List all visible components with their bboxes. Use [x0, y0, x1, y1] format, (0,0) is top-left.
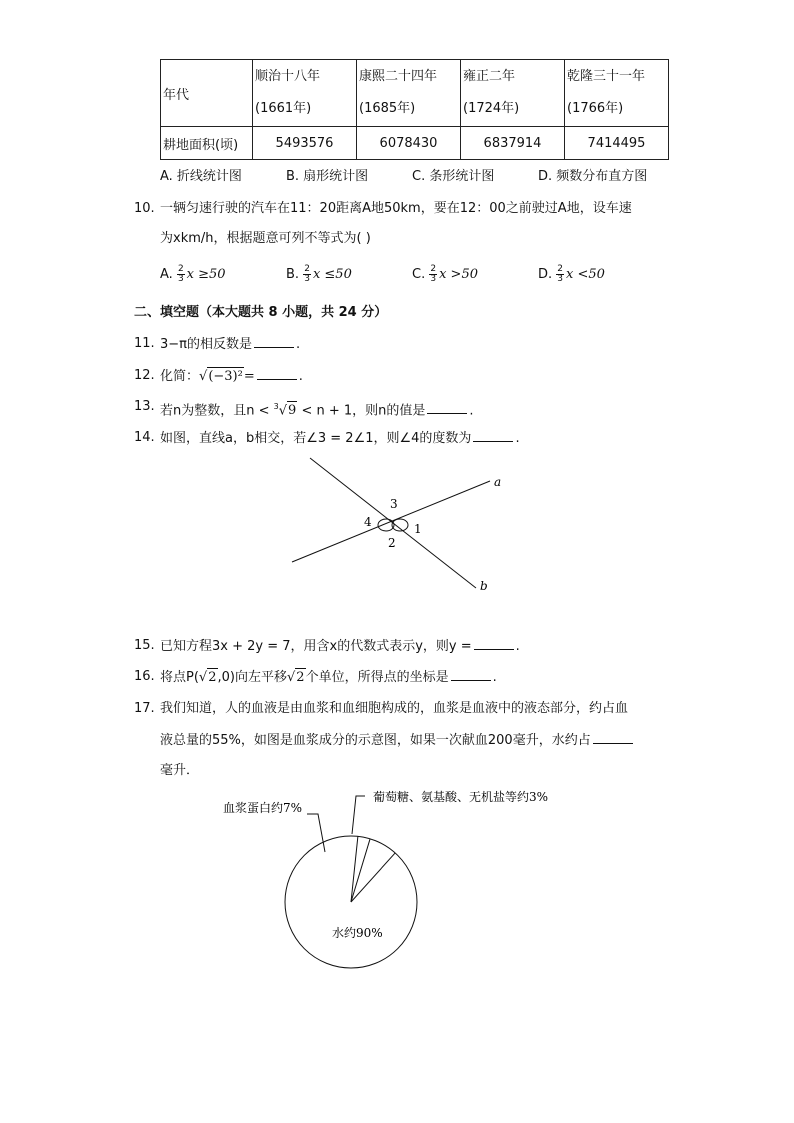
table-col-3: 雍正二年 (1724年): [461, 60, 565, 127]
pie-slice-protein-boundary: [351, 853, 395, 902]
q10-line-2: 为xkm/h，根据题意可列不等式为( ): [160, 231, 371, 246]
table-header-label: 年代: [161, 60, 253, 127]
q16-number: 16.: [134, 669, 155, 684]
angle-1-label: 1: [414, 522, 422, 536]
q17-number: 17.: [134, 701, 155, 716]
q13-text: 若n为整数，且n < $^3$√9 < n + 1，则n的值是 .: [160, 402, 474, 419]
answer-blank[interactable]: [451, 668, 491, 681]
leader-other: [352, 796, 365, 834]
q9-option-c: C. 条形统计图: [412, 169, 495, 184]
q17-line-2: 液总量的55%，如图是血浆成分的示意图，如果一次献血200毫升，水约占: [160, 731, 635, 750]
q10-option-a: A. $\frac{2}{3}$ x ≥50: [160, 264, 226, 284]
q12-number: 12.: [134, 368, 155, 383]
line-b: [310, 458, 476, 588]
label-water: 水约90%: [332, 926, 383, 940]
q14-text: 如图，直线a，b相交，若∠3 = 2∠1，则∠4的度数为 .: [160, 431, 520, 446]
label-b: b: [480, 579, 488, 593]
label-protein: 血浆蛋白约7%: [223, 801, 303, 815]
table-col-4: 乾隆三十一年 (1766年): [565, 60, 669, 127]
intersecting-lines-figure: [280, 450, 520, 600]
angle-2-label: 2: [388, 536, 396, 550]
q17-line-3: 毫升．: [160, 763, 200, 778]
table-cell: 5493576: [253, 127, 357, 160]
q12-text: 化简：√(−3)²= .: [160, 369, 303, 384]
answer-blank[interactable]: [474, 637, 514, 650]
q14-number: 14.: [134, 430, 155, 445]
angle-4-label: 4: [364, 515, 372, 529]
q17-line-1: 我们知道，人的血液是由血浆和血细胞构成的，血浆是血液中的液态部分，约占血: [160, 701, 629, 716]
table-cell: 7414495: [565, 127, 669, 160]
q11-text: 3−π的相反数是 .: [160, 337, 301, 352]
answer-blank[interactable]: [427, 401, 467, 414]
answer-blank[interactable]: [593, 731, 633, 744]
q9-option-d: D. 频数分布直方图: [538, 169, 648, 184]
q15-text: 已知方程3x + 2y = 7，用含x的代数式表示y，则y = .: [160, 639, 520, 654]
section-title: 二、填空题（本大题共 8 小题，共 24 分）: [134, 305, 388, 320]
q15-number: 15.: [134, 638, 155, 653]
table-col-1: 顺治十八年 (1661年): [253, 60, 357, 127]
q11-number: 11.: [134, 336, 155, 351]
pie-group: [285, 836, 417, 968]
q16-text: 将点P(√2,0)向左平移√2个单位，所得点的坐标是 .: [160, 670, 497, 685]
q10-option-c: C. $\frac{2}{3}$ x >50: [412, 264, 478, 284]
table-cell: 6078430: [357, 127, 461, 160]
q10-option-b: B. $\frac{2}{3}$ x ≤50: [286, 264, 352, 284]
table-cell: 6837914: [461, 127, 565, 160]
table-col-2: 康熙二十四年 (1685年): [357, 60, 461, 127]
answer-blank[interactable]: [254, 335, 294, 348]
angle-3-label: 3: [390, 497, 398, 511]
q10-option-d: D. $\frac{2}{3}$ x <50: [538, 264, 605, 284]
label-other: 葡萄糖、氨基酸、无机盐等约3%: [373, 790, 549, 804]
q9-option-a: A. 折线统计图: [160, 169, 242, 184]
q10-number: 10.: [134, 201, 155, 216]
q13-number: 13.: [134, 399, 155, 414]
label-a: a: [494, 475, 502, 489]
answer-blank[interactable]: [473, 429, 513, 442]
plasma-pie-chart: [215, 780, 635, 980]
q10-line-1: 一辆匀速行驶的汽车在11：20距离A地50km，要在12：00之前驶过A地，设车速: [160, 201, 632, 216]
table-row-label: 耕地面积(顷): [161, 127, 253, 160]
q9-option-b: B. 扇形统计图: [286, 169, 369, 184]
data-table: [160, 59, 669, 160]
answer-blank[interactable]: [257, 367, 297, 380]
